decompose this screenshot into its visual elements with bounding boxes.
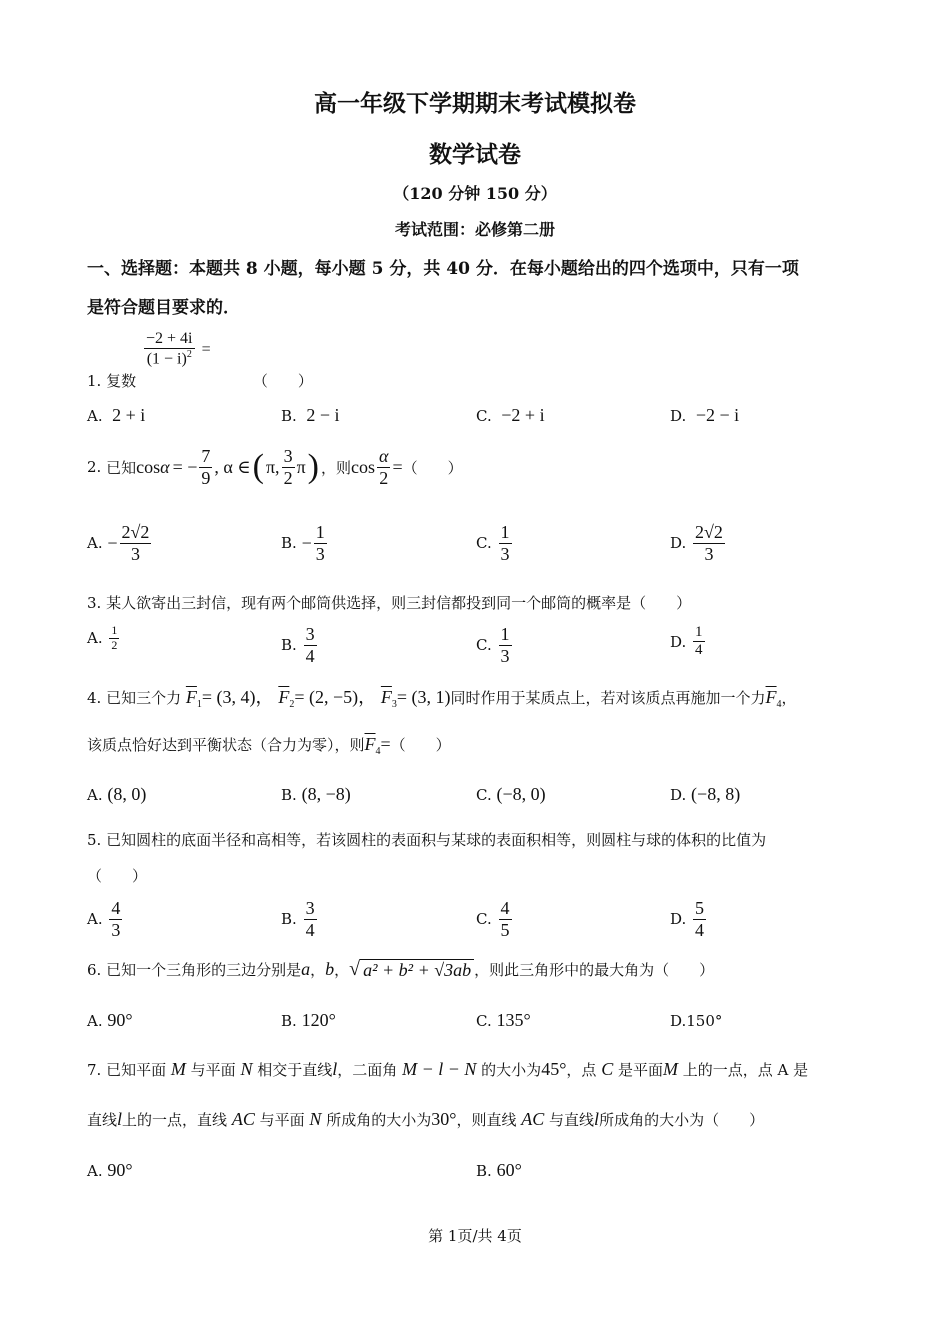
q5-option-b[interactable]: B. $\frac{3}{4}$ xyxy=(281,898,315,940)
q1-option-d[interactable]: D. −2 − i xyxy=(670,405,740,425)
q1-equals: = xyxy=(201,341,211,359)
q2-option-a[interactable]: A. − $\frac{2√2}{3}$ xyxy=(87,522,150,564)
q7-stem-line1: 7. 已知平面 M 与平面 N 相交于直线l，二面角 M − l − N 的大小为45°，点 C 是平面M 上的一点，点 A 是 xyxy=(87,1059,809,1079)
q6-radical: a² + b² + √3ab xyxy=(360,959,474,981)
q4-stem-line1: 4. 已知三个力 $\overline{F}_1= (3$, 4)， $\overline{F}_2= (2$, −5)， $\overline{F}_3= (3$, 1)同时作用于某质点上，若对该质点再施加一个力$\overline{F}_4$， xyxy=(87,687,797,710)
q7-option-a[interactable]: A. 90° xyxy=(87,1160,133,1180)
q4-option-c[interactable]: C. (−8, 0) xyxy=(476,784,546,804)
q1-formula-denominator: $(1 - i)^2$ xyxy=(146,349,192,368)
q1-formula xyxy=(142,330,211,369)
q1-option-b[interactable]: B. 2 − i xyxy=(281,405,340,425)
q7-stem-line2: 直线l上的一点，直线 AC 与平面 N 所成角的大小为30°，则直线 AC 与直线l所成角的大小为（ ） xyxy=(87,1109,765,1129)
q2-option-b[interactable]: B. − $\frac{1}{3}$ xyxy=(281,522,325,564)
q3-option-a[interactable]: A. $\frac{1}{2}$ xyxy=(87,623,118,652)
q4-option-d[interactable]: D. (−8, 8) xyxy=(670,784,741,804)
q5-stem: 5. 已知圆柱的底面半径和高相等，若该圆柱的表面积与某球的表面积相等，则圆柱与球的体积的比值为 xyxy=(87,831,767,849)
q4-option-b[interactable]: B. (8, −8) xyxy=(281,784,351,804)
exam-subject: 数学试卷 xyxy=(429,141,521,168)
q6-option-a[interactable]: A. 90° xyxy=(87,1010,133,1030)
q5-blank: （ ） xyxy=(87,867,148,885)
q6-option-d[interactable]: D.150° xyxy=(670,1012,723,1030)
section-heading-line1: 一、选择题：本题共 8 小题，每小题 5 分，共 40 分．在每小题给出的四个选项中，只有一项 xyxy=(87,259,799,279)
q5-option-d[interactable]: D. $\frac{5}{4}$ xyxy=(670,898,705,940)
q3-option-b[interactable]: B. $\frac{3}{4}$ xyxy=(281,624,315,666)
q3-option-d[interactable]: D. $\frac{1}{4}$ xyxy=(670,624,703,659)
q1-option-a[interactable]: A. 2 + i xyxy=(87,405,146,425)
q2-option-c[interactable]: C. $\frac{1}{3}$ xyxy=(476,522,510,564)
section-heading-line2: 是符合题目要求的． xyxy=(87,298,240,318)
q4-option-a[interactable]: A. (8, 0) xyxy=(87,784,147,804)
exam-duration: （120 分钟 150 分） xyxy=(393,184,557,203)
q1-option-c[interactable]: C. −2 + i xyxy=(476,405,545,425)
q2-stem: 2. 已知 cos α = − $\frac{7}{9}$ , α ∈ ( π, $\frac{3}{2}$ π ) ，则 cos $\frac{\alpha}{2}$ = （ ） xyxy=(87,446,463,488)
q5-option-a[interactable]: A. $\frac{4}{3}$ xyxy=(87,898,121,940)
exam-scope: 考试范围：必修第二册 xyxy=(394,220,555,239)
q1-formula-numerator: −2 + 4i xyxy=(144,330,195,349)
q6-stem: 6. 已知一个三角形的三边分别是 a ， b ， √ a² + b² + √3ab ，则此三角形中的最大角为（ ） xyxy=(87,958,715,980)
q4-stem-line2: 该质点恰好达到平衡状态（合力为零），则$\overline{F}_4=$（ ） xyxy=(87,734,451,757)
q5-option-c[interactable]: C. $\frac{4}{5}$ xyxy=(476,898,510,940)
q6-option-c[interactable]: C. 135° xyxy=(476,1010,531,1030)
page-footer: 第 1页/共 4页 xyxy=(428,1227,522,1245)
q6-option-b[interactable]: B. 120° xyxy=(281,1010,336,1030)
exam-title: 高一年级下学期期末考试模拟卷 xyxy=(314,90,636,117)
q3-option-c[interactable]: C. $\frac{1}{3}$ xyxy=(476,624,510,666)
q7-option-b[interactable]: B. 60° xyxy=(476,1160,522,1180)
q3-stem: 3. 某人欲寄出三封信，现有两个邮筒供选择，则三封信都投到同一个邮筒的概率是（ ） xyxy=(87,594,692,612)
q1-stem: 1. 复数 （ ） xyxy=(87,372,313,390)
q2-option-d[interactable]: D. $\frac{2√2}{3}$ xyxy=(670,522,723,564)
